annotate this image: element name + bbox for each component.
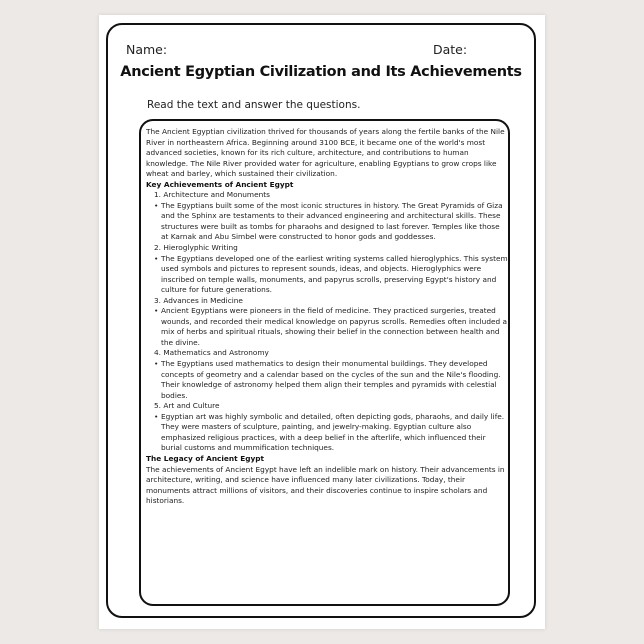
page-title: Ancient Egyptian Civilization and Its Achievements [120, 64, 522, 80]
achievement-label: 3. Advances in Medicine [154, 295, 243, 305]
name-label: Name: [126, 42, 168, 57]
legacy-heading: The Legacy of Ancient Egypt [146, 453, 265, 463]
achievement-label: 4. Mathematics and Astronomy [154, 348, 269, 358]
achievement-text: • Ancient Egyptians were pioneers in the field of medicine. They practiced surgeries, treated wounds, and recorded their medical knowledge on papyrus scrolls. Remedies often included a mix of herbs and spiritual rituals, showing their belief in the connection between health and the divine. [146, 306, 508, 348]
achievement-text: • Egyptian art was highly symbolic and detailed, often depicting gods, pharaohs, and daily life. They were masters of sculpture, painting, and jewelry-making. Egyptian culture also emphasized religious practices, with a deep belief in the afterlife, which influenced their burial customs and mummification techniques. [146, 412, 508, 454]
achievements-heading: Key Achievements of Ancient Egypt [146, 179, 294, 189]
achievement-label: 1. Architecture and Monuments [154, 190, 270, 200]
date-label: Date: [433, 42, 468, 57]
achievement-label: 2. Hieroglyphic Writing [154, 243, 238, 253]
achievement-text: • The Egyptians used mathematics to design their monumental buildings. They developed concepts of geometry and a calendar based on the cycles of the sun and the Nile's flooding. Their knowledge of astronomy helped them align their temples and pyramids with celestial bodies. [146, 359, 508, 401]
legacy-paragraph: The achievements of Ancient Egypt have left an indelible mark on history. Their advancements in architecture, writing, and science have influenced many later civilizations. Today, their monuments attract millions of visitors, and their discoveries continue to inspire scholars and historians. [146, 464, 505, 506]
achievement-text: • The Egyptians built some of the most iconic structures in history. The Great Pyramids of Giza and the Sphinx are testaments to their advanced engineering and architectural skills. These structures were built as tombs for pharaohs and designed to last forever. Temples like those at Karnak and Abu Simbel were constructed to honor gods and goddesses. [146, 201, 508, 243]
instruction-text: Read the text and answer the questions. [147, 99, 361, 111]
achievement-text: • The Egyptians developed one of the earliest writing systems called hieroglyphics. This system used symbols and pictures to represent sounds, ideas, and objects. Hieroglyphics were inscribed on temple walls, monuments, and papyrus scrolls, preserving Egypt's history and culture for future generations. [146, 254, 508, 296]
intro-paragraph: The Ancient Egyptian civilization thrived for thousands of years along the fertile banks of the Nile River in northeastern Africa. Beginning around 3100 BCE, it became one of the world's most advanced societies, known for its rich culture, architecture, and contributions to human knowledge. The Nile River provided water for agriculture, enabling Egyptians to grow crops like wheat and barley, which sustained their civilization. [146, 127, 505, 179]
reading-passage [146, 127, 508, 507]
achievement-label: 5. Art and Culture [154, 401, 220, 411]
